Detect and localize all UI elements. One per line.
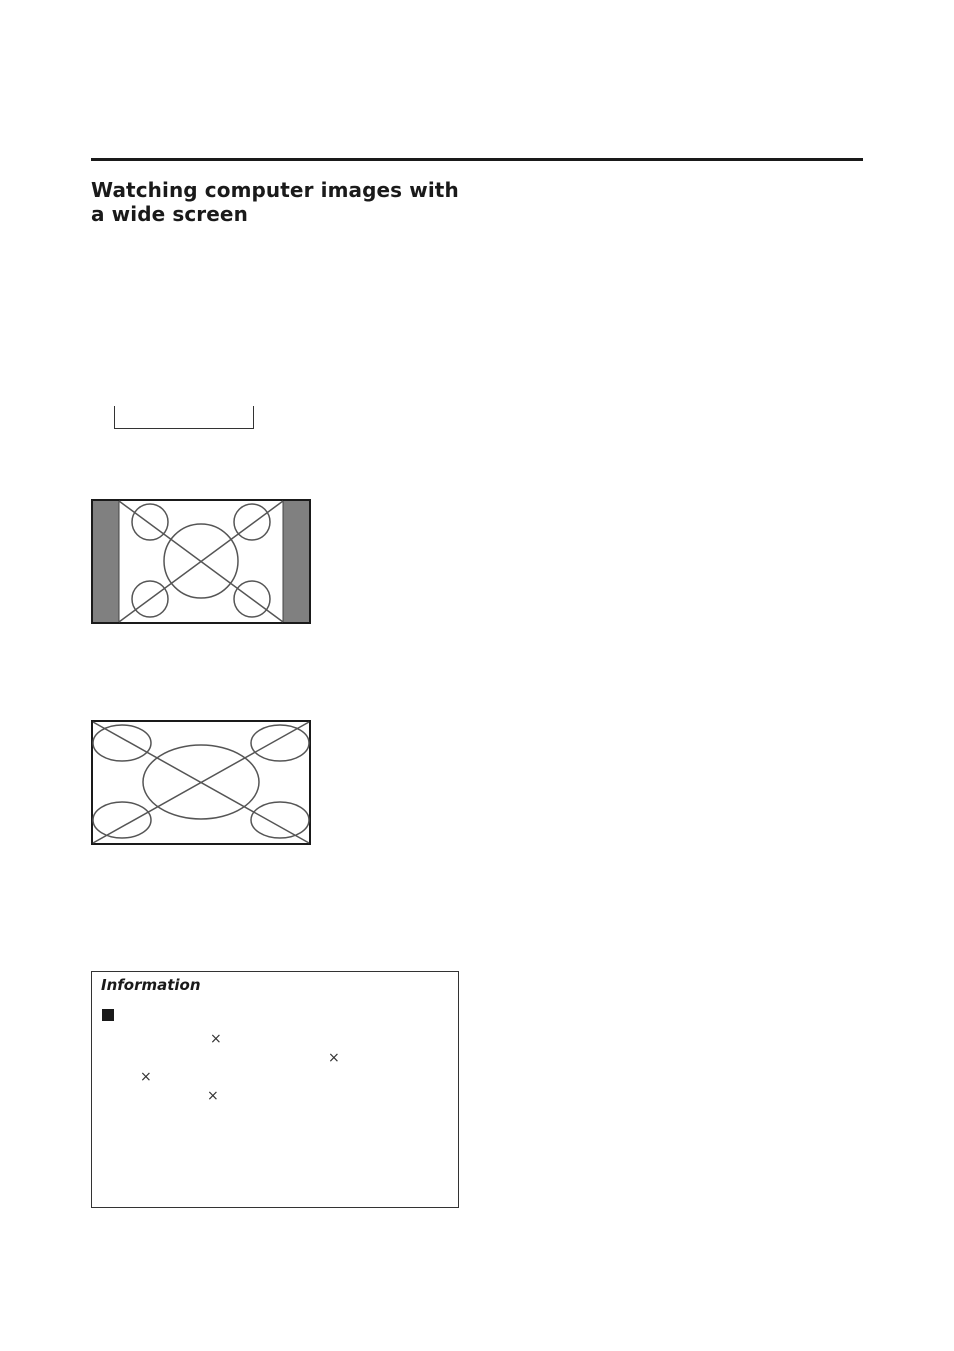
square-bullet-icon — [102, 1009, 114, 1021]
information-title: Information — [101, 976, 201, 994]
full-mode-illustration — [91, 720, 311, 845]
full-mode-diagram — [91, 720, 311, 845]
left-side-bar — [93, 501, 119, 622]
multiply-sign: × — [207, 1088, 219, 1104]
top-rule — [91, 158, 863, 161]
multiply-sign: × — [210, 1031, 222, 1047]
multiply-sign: × — [140, 1069, 152, 1085]
multiply-sign: × — [328, 1050, 340, 1066]
normal-mode-diagram — [91, 499, 311, 624]
information-box — [91, 971, 459, 1208]
label-box — [114, 406, 254, 429]
section-heading: Watching computer images with a wide screen — [91, 178, 459, 226]
normal-mode-illustration — [91, 499, 311, 624]
right-side-bar — [283, 501, 309, 622]
